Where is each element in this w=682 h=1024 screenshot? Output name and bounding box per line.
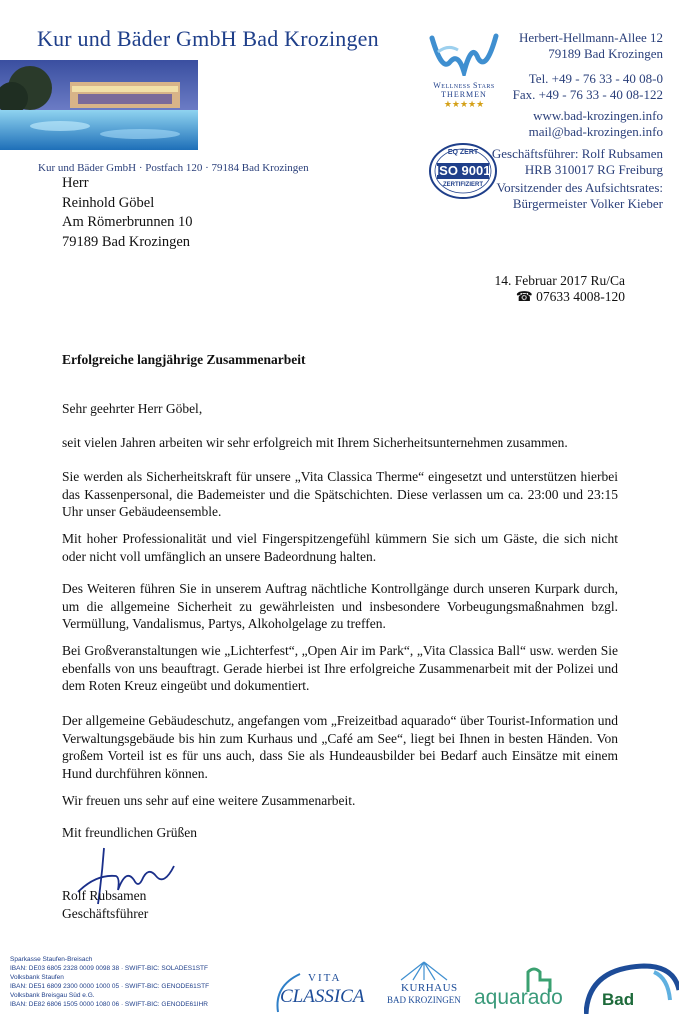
company-web-block bbox=[529, 108, 663, 140]
bank-3-iban: IBAN: DE82 6806 1505 0000 1080 06 · SWIFT-BIC: GENODE61IHR bbox=[10, 1001, 208, 1008]
kurhaus-text: KURHAUS bbox=[401, 982, 458, 994]
vita-classica-logo bbox=[270, 966, 370, 1014]
signature-block bbox=[62, 887, 148, 923]
paragraph-6: Der allgemeine Gebäudeschutz, angefangen vom „Freizeitbad aquarado“ über Tourist-Information und Verwaltungsgebäude bis hin zum Kurhaus und „Café am See“, liegt bei Ihnen in besten Händen. Von großem Vorteil ist es für uns auch, dass Sie als Hundeausbilder bei Bedarf auch Einsätze mit einem Hund durchführen können. bbox=[62, 713, 618, 781]
paragraph-3: Mit hoher Professionalität und viel Fingerspitzengefühl kümmern Sie sich um Gäste, die sich nicht oder nicht voll umfänglich an unsere Badeordnung halten. bbox=[62, 531, 618, 564]
board-title: Vorsitzender des Aufsichtsrates: bbox=[496, 180, 663, 195]
management-block bbox=[492, 146, 663, 178]
wellness-thermen-text: THERMEN bbox=[441, 90, 487, 99]
letter-subject: Erfolgreiche langjährige Zusammenarbeit bbox=[62, 352, 306, 367]
letter-meta bbox=[495, 273, 626, 305]
iso-top-text: EQ ZERT bbox=[447, 149, 479, 156]
bank-details bbox=[10, 955, 209, 1009]
recipient-salutation: Herr bbox=[62, 175, 89, 191]
managing-director: Geschäftsführer: Rolf Rubsamen bbox=[491, 146, 663, 161]
bad-krozingen-text: BAD KROZINGEN bbox=[387, 995, 461, 1005]
bank-2-iban: IBAN: DE51 6809 2300 0000 1000 05 · SWIFT-BIC: GENODE61STF bbox=[10, 983, 210, 990]
sender-return-address: Kur und Bäder GmbH · Postfach 120 · 79184 Bad Krozingen bbox=[38, 162, 309, 174]
aquarado-logo bbox=[474, 966, 564, 1014]
wellness-stars-logo bbox=[428, 32, 500, 108]
wellness-stars-text: Wellness Stars bbox=[433, 81, 495, 90]
company-address bbox=[519, 30, 663, 62]
address-city: 79189 Bad Krozingen bbox=[548, 46, 663, 61]
recipient-street: Am Römerbrunnen 10 bbox=[62, 214, 193, 230]
signer-title: Geschäftsführer bbox=[62, 906, 149, 921]
bad-text: Bad bbox=[602, 990, 635, 1009]
letter-closing: Mit freundlichen Grüßen bbox=[62, 825, 197, 840]
board-chair: Bürgermeister Volker Kieber bbox=[512, 196, 663, 211]
star-rating-icons: ★★★★★ bbox=[443, 99, 485, 109]
bank-2-name: Volksbank Staufen bbox=[10, 974, 64, 981]
fax: Fax. +49 - 76 33 - 40 08-122 bbox=[512, 87, 663, 102]
commercial-register: HRB 310017 RG Freiburg bbox=[524, 162, 663, 177]
classica-text: CLASSICA bbox=[280, 986, 365, 1007]
recipient-name: Reinhold Göbel bbox=[62, 194, 155, 211]
website: www.bad-krozingen.info bbox=[533, 108, 663, 123]
paragraph-4: Des Weiteren führen Sie in unserem Auftrag nächtliche Kontrollgänge durch unseren Kurpark durch, um die allgemeine Sicherheit zu gewährleisten und insbesondere Vorbeugungsmaßnahmen bzgl. Vermüllung, Vandalismus, Partys, Alkoholgelage zu treffen. bbox=[62, 581, 618, 631]
paragraph-5: Bei Großveranstaltungen wie „Lichterfest“, „Open Air im Park“, „Vita Classica Ball“ usw. werden Sie ebenfalls von uns beauftragt. Gerade hierbei ist Ihre erfolgreiche Zusammenarbeit mit der Polizei und dem Roten Kreuz eingeübt und dokumentiert. bbox=[62, 643, 618, 693]
recipient-address bbox=[62, 174, 192, 252]
iso-main-text: ISO 9001 bbox=[435, 163, 491, 178]
aquarado-text: aquarado bbox=[474, 986, 563, 1009]
supervisory-board-block bbox=[496, 180, 663, 212]
wave-w-icon bbox=[428, 32, 500, 76]
iso-bottom-text: ZERTIFIZIERT bbox=[443, 182, 483, 188]
paragraph-1: seit vielen Jahren arbeiten wir sehr erfolgreich mit Ihrem Sicherheitsunternehmen zusammen. bbox=[62, 435, 568, 450]
company-phone-block bbox=[513, 71, 663, 103]
company-name: Kur und Bäder GmbH Bad Krozingen bbox=[37, 26, 379, 51]
bad-krozingen-logo bbox=[584, 960, 679, 1014]
letter-date: 14. Februar 2017 Ru/Ca bbox=[494, 273, 625, 288]
paragraph-2: Sie werden als Sicherheitskraft für unsere „Vita Classica Therme“ eingesetzt und unterstützen hierbei das Kassenpersonal, die Bademeister und die Spätschichten. Diese verlassen um ca. 23:00 und 23:15 Uhr unser Gebäudeensemble. bbox=[62, 469, 618, 519]
direct-dial bbox=[495, 289, 626, 305]
iso-9001-seal bbox=[428, 142, 498, 200]
telephone-icon: ☎ bbox=[515, 289, 533, 304]
letter-greeting: Sehr geehrter Herr Göbel, bbox=[62, 401, 203, 416]
address-street: Herbert-Hellmann-Allee 12 bbox=[518, 30, 663, 45]
telephone: Tel. +49 - 76 33 - 40 08-0 bbox=[528, 71, 663, 86]
recipient-city: 79189 Bad Krozingen bbox=[62, 233, 191, 250]
direct-dial-number: 07633 4008-120 bbox=[536, 289, 625, 304]
signer-name: Rolf Rubsamen bbox=[62, 888, 147, 903]
vita-text: VITA bbox=[308, 972, 342, 984]
bank-1-iban: IBAN: DE03 6805 2328 0009 0098 38 · SWIFT-BIC: SOLADES1STF bbox=[10, 965, 208, 972]
kurhaus-logo bbox=[385, 960, 463, 1016]
bank-3-name: Volksbank Breisgau Süd e.G. bbox=[10, 992, 95, 999]
thermal-bath-photo bbox=[0, 60, 198, 150]
email: mail@bad-krozingen.info bbox=[528, 124, 663, 139]
bank-1-name: Sparkasse Staufen-Breisach bbox=[10, 956, 93, 963]
paragraph-7: Wir freuen uns sehr auf eine weitere Zusammenarbeit. bbox=[62, 793, 356, 808]
